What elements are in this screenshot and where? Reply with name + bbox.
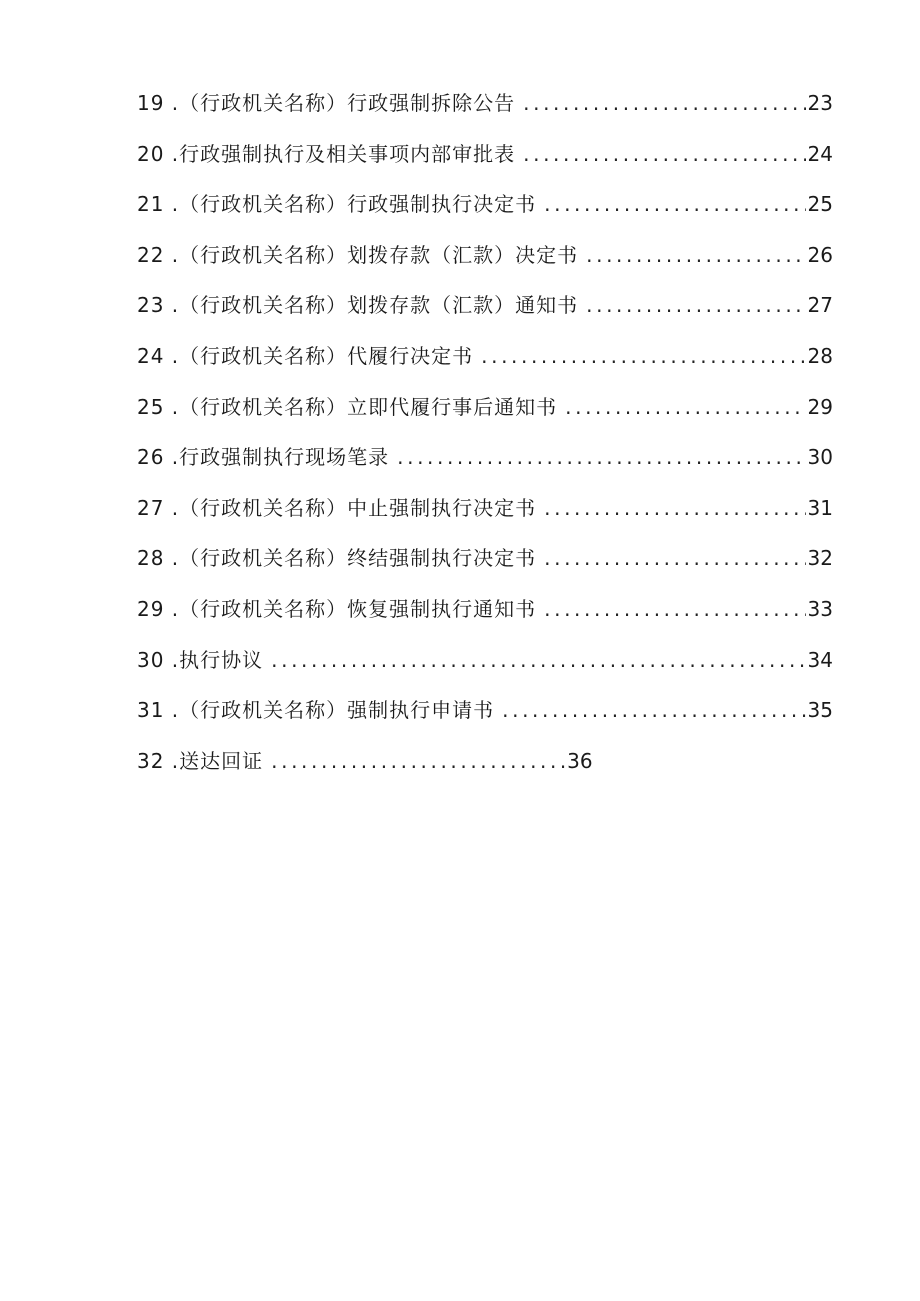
toc-entry-title: 行政强制执行现场笔录 [179,445,390,470]
toc-entry-29[interactable] [137,593,833,644]
toc-entry-number: 27 . [137,495,180,520]
toc-entry-31[interactable] [137,694,833,745]
toc-entry-26[interactable] [137,441,833,492]
dot-leader [502,694,805,726]
toc-entry-number: 21 . [137,192,180,217]
toc-entry-title: （行政机关名称）立即代履行事后通知书 [179,394,558,419]
toc-entry-22[interactable] [137,239,833,290]
toc-entry-page: 24 [807,141,833,166]
dot-leader [271,644,805,676]
toc-entry-page: 34 [807,647,833,672]
toc-entry-page: 29 [807,394,833,419]
toc-entry-title: （行政机关名称）代履行决定书 [179,343,474,368]
toc-entry-page: 33 [807,596,833,621]
toc-entry-21[interactable] [137,188,833,239]
toc-entry-title: （行政机关名称）划拨存款（汇款）通知书 [179,293,579,318]
toc-entry-number: 23 . [137,293,180,318]
dot-leader [481,340,805,372]
toc-entry-20[interactable] [137,138,833,189]
toc-entry-number: 29 . [137,596,180,621]
dot-leader [544,492,805,524]
toc-entry-title: 送达回证 [179,748,264,773]
dot-leader [523,138,805,170]
toc-entry-number: 25 . [137,394,180,419]
toc-entry-title: （行政机关名称）终结强制执行决定书 [179,546,537,571]
toc-entry-number: 19 . [137,91,180,115]
toc-entry-23[interactable] [137,289,833,340]
table-of-contents [137,87,833,795]
toc-entry-30[interactable] [137,644,833,695]
toc-entry-number: 31 . [137,698,180,723]
toc-entry-page: 25 [807,192,833,217]
toc-entry-title: 行政强制执行及相关事项内部审批表 [179,141,516,166]
toc-entry-title: （行政机关名称）行政强制拆除公告 [179,91,516,115]
dot-leader [544,542,805,574]
toc-entry-number: 30 . [137,647,180,672]
dot-leader [397,441,805,473]
toc-entry-19[interactable] [137,87,833,138]
toc-entry-28[interactable] [137,542,833,593]
toc-entry-number: 24 . [137,343,180,368]
dot-leader [565,391,805,423]
toc-entry-number: 32 . [137,748,180,773]
toc-entry-title: （行政机关名称）中止强制执行决定书 [179,495,537,520]
dot-leader [544,593,805,625]
toc-entry-title: （行政机关名称）划拨存款（汇款）决定书 [179,242,579,267]
toc-entry-page: 31 [807,495,833,520]
toc-entry-page: 23 [807,91,833,115]
toc-entry-title: （行政机关名称）强制执行申请书 [179,698,495,723]
toc-entry-page: 27 [807,293,833,318]
toc-entry-number: 20 . [137,141,180,166]
toc-entry-number: 26 . [137,445,180,470]
toc-entry-number: 28 . [137,546,180,571]
toc-entry-title: （行政机关名称）恢复强制执行通知书 [179,596,537,621]
toc-entry-27[interactable] [137,492,833,543]
toc-entry-page: 36 [567,748,593,773]
dot-leader [586,289,805,321]
toc-entry-25[interactable] [137,391,833,442]
toc-entry-title: 执行协议 [179,647,264,672]
toc-entry-number: 22 . [137,242,180,267]
toc-entry-page: 35 [807,698,833,723]
toc-entry-page: 32 [807,546,833,571]
dot-leader [523,87,805,119]
toc-entry-32[interactable] [137,745,833,796]
toc-entry-24[interactable] [137,340,833,391]
toc-entry-page: 26 [807,242,833,267]
dot-leader [271,745,565,777]
toc-entry-title: （行政机关名称）行政强制执行决定书 [179,192,537,217]
toc-entry-page: 30 [807,445,833,470]
dot-leader [586,239,805,271]
dot-leader [544,188,805,220]
toc-entry-page: 28 [807,343,833,368]
